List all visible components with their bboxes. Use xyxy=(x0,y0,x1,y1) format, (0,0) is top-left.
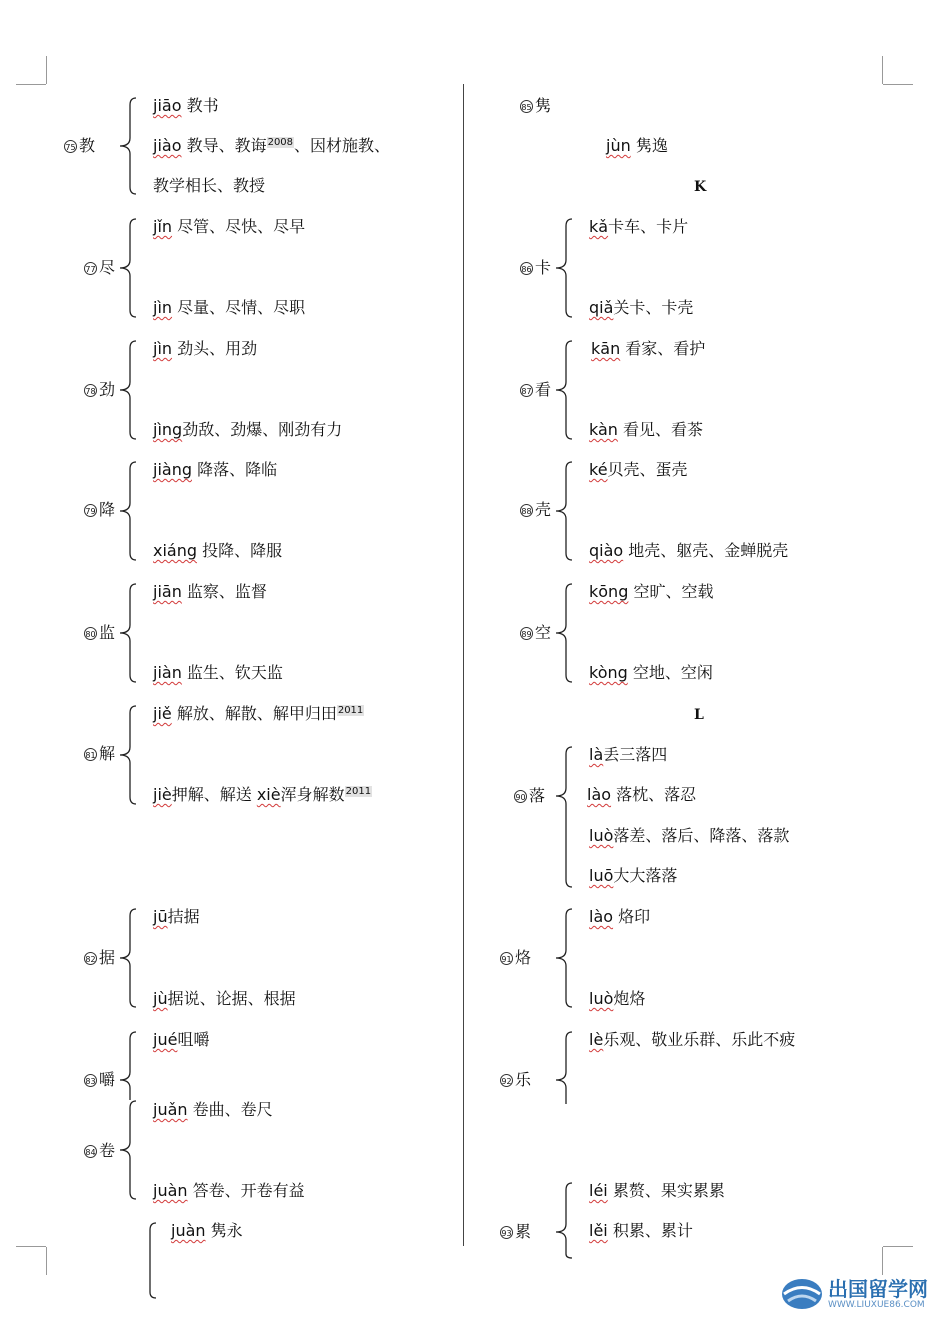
entry-char: 据 xyxy=(99,948,116,967)
entry-head-le xyxy=(500,1070,531,1090)
pinyin: jiě xyxy=(153,704,172,723)
words: 关卡、卡壳 xyxy=(613,298,694,317)
words: 烙印 xyxy=(613,907,651,926)
crop-mark xyxy=(882,1247,883,1275)
words: 累赘、果实累累 xyxy=(607,1181,725,1200)
entry-number: 92 xyxy=(500,1074,513,1087)
entry-number: 89 xyxy=(520,627,533,640)
words: 答卷、开卷有益 xyxy=(187,1181,305,1200)
reading-line xyxy=(153,582,267,602)
reading-line xyxy=(589,1030,795,1050)
words: 投降、降服 xyxy=(197,541,283,560)
entry-head-ka xyxy=(520,258,551,278)
crop-mark xyxy=(46,56,47,84)
pinyin: jiāo xyxy=(153,96,182,115)
year-mark: 2011 xyxy=(345,785,372,797)
pinyin: jiào xyxy=(153,136,182,155)
year-mark: 2011 xyxy=(337,704,364,716)
pinyin: juàn xyxy=(153,1181,188,1200)
entry-char: 烙 xyxy=(515,948,532,967)
reading-line xyxy=(587,785,696,805)
reading-line xyxy=(153,298,305,318)
pinyin: jué xyxy=(153,1030,178,1049)
reading-line xyxy=(153,785,372,805)
words: 劲敌、劲爆、刚劲有力 xyxy=(182,420,343,439)
words: 丢三落四 xyxy=(603,745,668,764)
reading-line xyxy=(589,460,688,480)
entry-head-lei xyxy=(500,1222,531,1242)
brace xyxy=(554,1031,574,1105)
words: 浑身解数 xyxy=(280,785,345,804)
words: 教书 xyxy=(181,96,219,115)
pinyin: kān xyxy=(591,339,621,358)
words: 卷曲、卷尺 xyxy=(187,1100,273,1119)
entry-head-jin xyxy=(84,258,115,278)
pinyin: kàn xyxy=(589,420,618,439)
pinyin: ké xyxy=(589,460,608,479)
pinyin: lào xyxy=(589,907,614,926)
reading-line xyxy=(589,989,645,1009)
globe-logo-icon xyxy=(780,1277,824,1311)
crop-mark xyxy=(16,84,46,85)
reading-line xyxy=(153,1100,273,1120)
pinyin: luò xyxy=(589,826,614,845)
entry-char: 卷 xyxy=(99,1141,116,1160)
entry-char: 尽 xyxy=(99,258,116,277)
pinyin: jìng xyxy=(153,420,183,439)
reading-line xyxy=(589,298,693,318)
words: 乐观、敬业乐群、乐此不疲 xyxy=(603,1030,796,1049)
reading-line xyxy=(589,826,789,846)
pinyin: jiàng xyxy=(153,460,192,479)
pinyin: luō xyxy=(589,866,614,885)
entry-char: 落 xyxy=(529,786,546,805)
reading-line xyxy=(589,217,688,237)
reading-line xyxy=(589,907,650,927)
reading-line xyxy=(589,745,667,765)
words: 教导、教诲 xyxy=(181,136,267,155)
entry-number: 90 xyxy=(514,790,527,803)
reading-line xyxy=(153,541,282,561)
pinyin: kǎ xyxy=(589,217,609,236)
entry-number: 75 xyxy=(64,140,77,153)
column-divider xyxy=(463,84,464,1246)
entry-char: 乐 xyxy=(515,1070,532,1089)
pinyin: jù xyxy=(153,989,168,1008)
entry-char: 降 xyxy=(99,500,116,519)
words: 地壳、躯壳、金蝉脱壳 xyxy=(623,541,789,560)
pinyin: lào xyxy=(587,785,612,804)
reading-line xyxy=(153,96,219,116)
words: 落枕、落忍 xyxy=(611,785,697,804)
pinyin: juǎn xyxy=(153,1100,188,1119)
pinyin: kòng xyxy=(589,663,628,682)
reading-line xyxy=(153,176,265,196)
entry-number: 85 xyxy=(520,100,533,113)
pinyin: lěi xyxy=(589,1221,608,1240)
words: 教学相长、教授 xyxy=(153,176,266,195)
words: 咀嚼 xyxy=(177,1030,210,1049)
entry-number: 88 xyxy=(520,504,533,517)
entry-head-jie xyxy=(84,744,115,764)
reading-line xyxy=(589,866,677,886)
words: 劲头、用劲 xyxy=(172,339,258,358)
watermark-logo xyxy=(780,1277,928,1311)
brace xyxy=(144,1222,164,1300)
brace xyxy=(554,583,574,683)
reading-line xyxy=(153,217,305,237)
entry-number: 77 xyxy=(84,262,97,275)
year-mark: 2008 xyxy=(267,136,294,148)
words: 监察、监督 xyxy=(181,582,267,601)
reading-line xyxy=(153,907,200,927)
brace xyxy=(118,583,138,683)
reading-line xyxy=(153,136,390,156)
words: 尽量、尽情、尽职 xyxy=(172,298,306,317)
entry-head-jing xyxy=(84,380,115,400)
reading-line xyxy=(153,339,257,359)
reading-line xyxy=(153,1181,305,1201)
brace xyxy=(118,461,138,561)
words: 空地、空闲 xyxy=(627,663,713,682)
words: 降落、降临 xyxy=(192,460,278,479)
entry-number: 82 xyxy=(84,952,97,965)
entry-char: 教 xyxy=(79,136,96,155)
reading-line xyxy=(589,541,788,561)
reading-line xyxy=(153,420,342,440)
words: 大大落落 xyxy=(613,866,678,885)
pinyin: léi xyxy=(589,1181,608,1200)
reading-line xyxy=(589,420,703,440)
entry-head-luo xyxy=(514,786,545,806)
reading-line xyxy=(153,989,296,1009)
words: 、因材施教、 xyxy=(294,136,391,155)
entry-number: 84 xyxy=(84,1145,97,1158)
entry-char: 解 xyxy=(99,744,116,763)
crop-mark xyxy=(882,56,883,84)
pinyin: jìn xyxy=(153,298,173,317)
entry-number: 80 xyxy=(84,627,97,640)
entry-number: 83 xyxy=(84,1074,97,1087)
brace xyxy=(554,340,574,440)
pinyin: lè xyxy=(589,1030,604,1049)
pinyin: xiáng xyxy=(153,541,198,560)
reading-line xyxy=(153,663,283,683)
entry-head-jun xyxy=(520,96,551,116)
reading-line xyxy=(589,1181,725,1201)
reading-line xyxy=(589,582,713,602)
entry-head-kan xyxy=(520,380,551,400)
brace xyxy=(118,218,138,318)
entry-head-kong xyxy=(520,623,551,643)
entry-char: 空 xyxy=(535,623,552,642)
entry-head-jiang xyxy=(84,500,115,520)
entry-char: 嚼 xyxy=(99,1070,116,1089)
brace xyxy=(554,218,574,318)
crop-mark xyxy=(46,1247,47,1275)
entry-number: 86 xyxy=(520,262,533,275)
crop-mark xyxy=(883,84,913,85)
reading-line xyxy=(153,1030,209,1050)
reading-line xyxy=(171,1221,243,1241)
reading-line xyxy=(153,460,277,480)
pinyin: là xyxy=(589,745,604,764)
entry-char: 劲 xyxy=(99,380,116,399)
watermark-url: WWW.LIUXUE86.COM xyxy=(828,1300,925,1310)
entry-number: 87 xyxy=(520,384,533,397)
entry-char: 壳 xyxy=(535,500,552,519)
words: 炮烙 xyxy=(613,989,646,1008)
entry-head-jue xyxy=(84,1070,115,1090)
entry-head-ke xyxy=(520,500,551,520)
section-letter-l: L xyxy=(694,707,704,723)
brace xyxy=(118,1031,138,1101)
words: 拮据 xyxy=(167,907,200,926)
entry-head-jian xyxy=(84,623,115,643)
words: 卡车、卡片 xyxy=(608,217,689,236)
pinyin: qiǎ xyxy=(589,298,614,317)
entry-head-jiao xyxy=(64,136,95,156)
words: 空旷、空载 xyxy=(628,582,714,601)
entry-head-lao xyxy=(500,948,531,968)
words: 落差、落后、降落、落款 xyxy=(613,826,790,845)
words: 解放、解散、解甲归田 xyxy=(171,704,337,723)
brace xyxy=(118,1100,138,1200)
pinyin: jiè xyxy=(153,785,172,804)
reading-line xyxy=(589,663,713,683)
watermark-text: 出国留学网 xyxy=(828,1277,928,1301)
entry-number: 91 xyxy=(500,952,513,965)
words: 监生、钦天监 xyxy=(181,663,283,682)
pinyin: jǐn xyxy=(153,217,173,236)
brace xyxy=(118,705,138,805)
pinyin: kōng xyxy=(589,582,629,601)
entry-char: 监 xyxy=(99,623,116,642)
crop-mark xyxy=(16,1246,46,1247)
pinyin: juàn xyxy=(171,1221,206,1240)
words: 积累、累计 xyxy=(607,1221,693,1240)
crop-mark xyxy=(883,1246,913,1247)
pinyin: jiàn xyxy=(153,663,182,682)
words: 看见、看茶 xyxy=(617,420,704,439)
entry-head-ju xyxy=(84,948,115,968)
entry-number: 79 xyxy=(84,504,97,517)
entry-number: 93 xyxy=(500,1226,513,1239)
entry-char: 看 xyxy=(535,380,552,399)
entry-char: 卡 xyxy=(535,258,552,277)
pinyin: jiān xyxy=(153,582,182,601)
entry-number: 78 xyxy=(84,384,97,397)
entry-char: 隽 xyxy=(535,96,552,115)
words: 尽管、尽快、尽早 xyxy=(172,217,306,236)
entry-number: 81 xyxy=(84,748,97,761)
brace xyxy=(118,908,138,1008)
brace xyxy=(118,340,138,440)
words: 看家、看护 xyxy=(620,339,706,358)
brace xyxy=(118,97,138,195)
pinyin: jùn xyxy=(606,136,631,155)
entry-char: 累 xyxy=(515,1222,532,1241)
words: 据说、论据、根据 xyxy=(167,989,296,1008)
reading-line xyxy=(591,339,705,359)
section-letter-k: K xyxy=(694,179,707,195)
reading-line xyxy=(606,136,668,156)
reading-line xyxy=(153,704,364,724)
pinyin: jìn xyxy=(153,339,173,358)
brace xyxy=(554,908,574,1008)
pinyin: jū xyxy=(153,907,168,926)
words: 押解、解送 xyxy=(171,785,257,804)
words: 隽逸 xyxy=(630,136,668,155)
brace xyxy=(554,461,574,561)
pinyin: luò xyxy=(589,989,614,1008)
words: 贝壳、蛋壳 xyxy=(607,460,688,479)
pinyin: xiè xyxy=(256,785,281,804)
entry-head-juan xyxy=(84,1141,115,1161)
brace xyxy=(554,746,574,888)
words: 隽永 xyxy=(205,1221,243,1240)
brace xyxy=(554,1182,574,1260)
pinyin: qiào xyxy=(589,541,624,560)
reading-line xyxy=(589,1221,693,1241)
